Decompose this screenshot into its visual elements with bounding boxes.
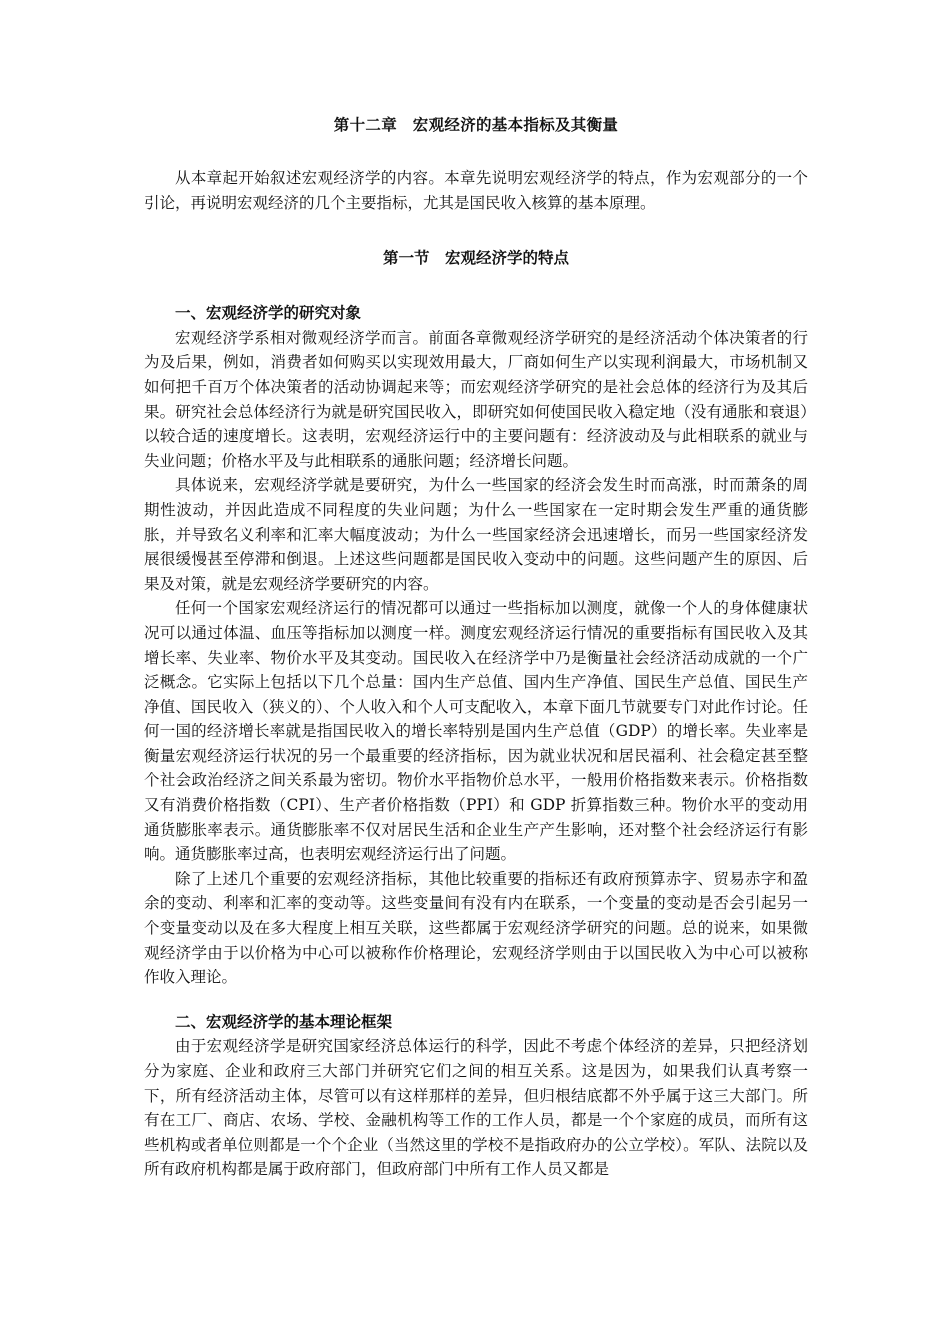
paragraph: 任何一个国家宏观经济运行的情况都可以通过一些指标加以测度，就像一个人的身体健康状况可以通过体温、血压等指标加以测度一样。测度宏观经济运行情况的重要指标有国民收入及其增长率、失业率、物价水平及其变动。国民收入在经济学中乃是衡量社会经济活动成就的一个广泛概念。它实际上包括以下几个总量：国内生产总值、国内生产净值、国民生产总值、国民生产净值、国民收入（狭义的）、个人收入和个人可支配收入，本章下面几节就要专门对此作讨论。任何一国的经济增长率就是指国民收入的增长率特别是国内生产总值（GDP）的增长率。失业率是衡量宏观经济运行状况的另一个最重要的经济指标，因为就业状况和居民福利、社会稳定甚至整个社会政治经济之间关系最为密切。物价水平指物价总水平，一般用价格指数来表示。价格指数又有消费价格指数（CPI）、生产者价格指数（PPI）和 GDP 折算指数三种。物价水平的变动用通货膨胀率表示。通货膨胀率不仅对居民生活和企业生产产生影响，还对整个社会经济运行有影响。通货膨胀率过高，也表明宏观经济运行出了问题。	[144, 599, 808, 864]
paragraph: 具体说来，宏观经济学就是要研究，为什么一些国家的经济会发生时而高涨，时而萧条的周期性波动，并因此造成不同程度的失业问题；为什么一些国家在一定时期会发生严重的通货膨胀，并导致名义利率和汇率大幅度波动；为什么一些国家经济会迅速增长，而另一些国家经济发展很缓慢甚至停滞和倒退。上述这些问题都是国民收入变动中的问题。这些问题产生的原因、后果及对策，就是宏观经济学要研究的内容。	[144, 476, 808, 593]
subsection-heading: 一、宏观经济学的研究对象	[175, 303, 362, 323]
intro-paragraph: 从本章起开始叙述宏观经济学的内容。本章先说明宏观经济学的特点，作为宏观部分的一个引论，再说明宏观经济的几个主要指标，尤其是国民收入核算的基本原理。	[144, 169, 808, 212]
subsection-research-object	[144, 301, 808, 990]
subsection-theory-framework	[144, 1010, 808, 1182]
chapter-title: 第十二章 宏观经济的基本指标及其衡量	[333, 115, 619, 134]
paragraph: 由于宏观经济学是研究国家经济总体运行的科学，因此不考虑个体经济的差异，只把经济划分为家庭、企业和政府三大部门并研究它们之间的相互关系。这是因为，如果我们认真考察一下，所有经济活动主体，尽管可以有这样那样的差异，但归根结底都不外乎属于这三大部门。所有在工厂、商店、农场、学校、金融机构等工作的工作人员，都是一个个家庭的成员，而所有这些机构或者单位则都是一个个企业（当然这里的学校不是指政府办的公立学校）。军队、法院以及所有政府机构都是属于政府部门，但政府部门中所有工作人员又都是	[144, 1037, 808, 1179]
spacer	[144, 990, 808, 1010]
paragraph: 宏观经济学系相对微观经济学而言。前面各章微观经济学研究的是经济活动个体决策者的行为及后果，例如，消费者如何购买以实现效用最大，厂商如何生产以实现利润最大，市场机制又如何把千百万个体决策者的活动协调起来等；而宏观经济学研究的是社会总体的经济行为及其后果。研究社会总体经济行为就是研究国民收入，即研究如何使国民收入稳定地（没有通胀和衰退）以较合适的速度增长。这表明，宏观经济运行中的主要问题有：经济波动及与此相联系的就业与失业问题；价格水平及与此相联系的通胀问题；经济增长问题。	[144, 328, 808, 470]
document-page	[144, 112, 808, 1182]
section-title: 第一节 宏观经济学的特点	[382, 248, 569, 268]
paragraph: 除了上述几个重要的宏观经济指标，其他比较重要的指标还有政府预算赤字、贸易赤字和盈余的变动、利率和汇率的变动等。这些变量间有没有内在联系，一个变量的变动是否会引起另一个变量变动以及在多大程度上相互关联，这些都属于宏观经济学研究的问题。总的说来，如果微观经济学由于以价格为中心可以被称作价格理论，宏观经济学则由于以国民收入为中心可以被称作收入理论。	[144, 869, 808, 987]
subsection-heading: 二、宏观经济学的基本理论框架	[175, 1011, 393, 1031]
